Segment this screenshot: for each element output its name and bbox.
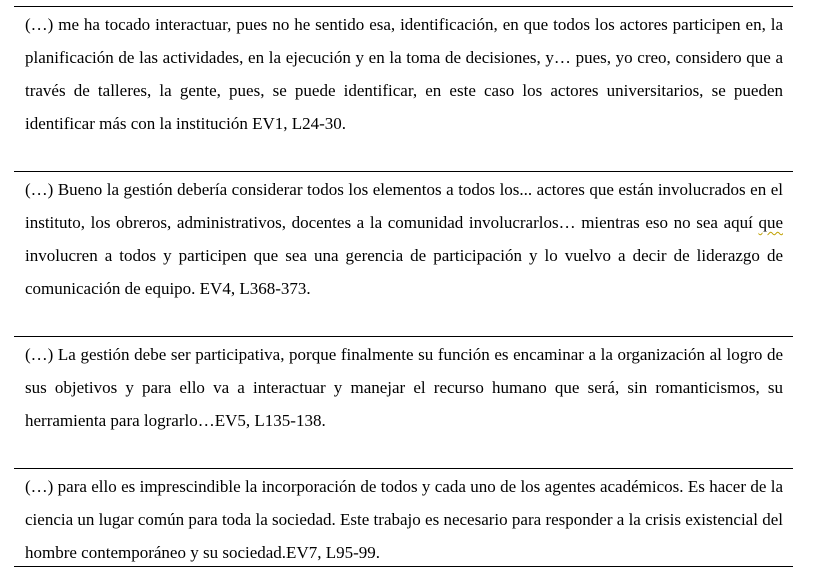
quote-text-ev7: (…) para ello es imprescindible la incorporación de todos y cada uno de los agentes académicos. Es hacer de la ciencia un lugar común para toda la sociedad. Este trabajo es necesario para responder a la crisis existencial del hombre contemporáneo y su sociedad.EV7, L95-99. [25,477,783,562]
quote-text-ev5: (…) La gestión debe ser participativa, porque finalmente su función es encaminar a la organización al logro de sus objetivos y para ello va a interactuar y manejar el recurso humano que será, sin romanticismos, su herramienta para lograrlo…EV5, L135-138. [25,345,783,430]
quote-block-ev1 [14,6,793,171]
quote-text-ev4 [25,173,783,305]
quote-text-ev1: (…) me ha tocado interactuar, pues no he sentido esa, identificación, en que todos los actores participen en, la planificación de las actividades, en la ejecución y en la toma de decisiones, y… pues, yo creo, considero que a través de talleres, la gente, pues, se puede identificar, en este caso los actores universitarios, se pueden identificar más con la institución EV1, L24-30. [25,15,783,133]
quote-text-ev4-part2: involucren a todos y participen que sea una gerencia de participación y lo vuelvo a decir de liderazgo de comunicación de equipo. EV4, L368-373. [25,246,783,298]
quote-table [14,6,793,567]
quote-block-ev7 [14,468,793,567]
quote-text-ev4-part1: (…) Bueno la gestión debería considerar todos los elementos a todos los... actores que están involucrados en el instituto, los obreros, administrativos, docentes a la comunidad involucrarlos… mientras eso no sea aquí [25,180,783,232]
quote-block-ev5 [14,336,793,468]
spellcheck-flagged-word[interactable]: que [758,213,783,232]
quote-block-ev4 [14,171,793,336]
